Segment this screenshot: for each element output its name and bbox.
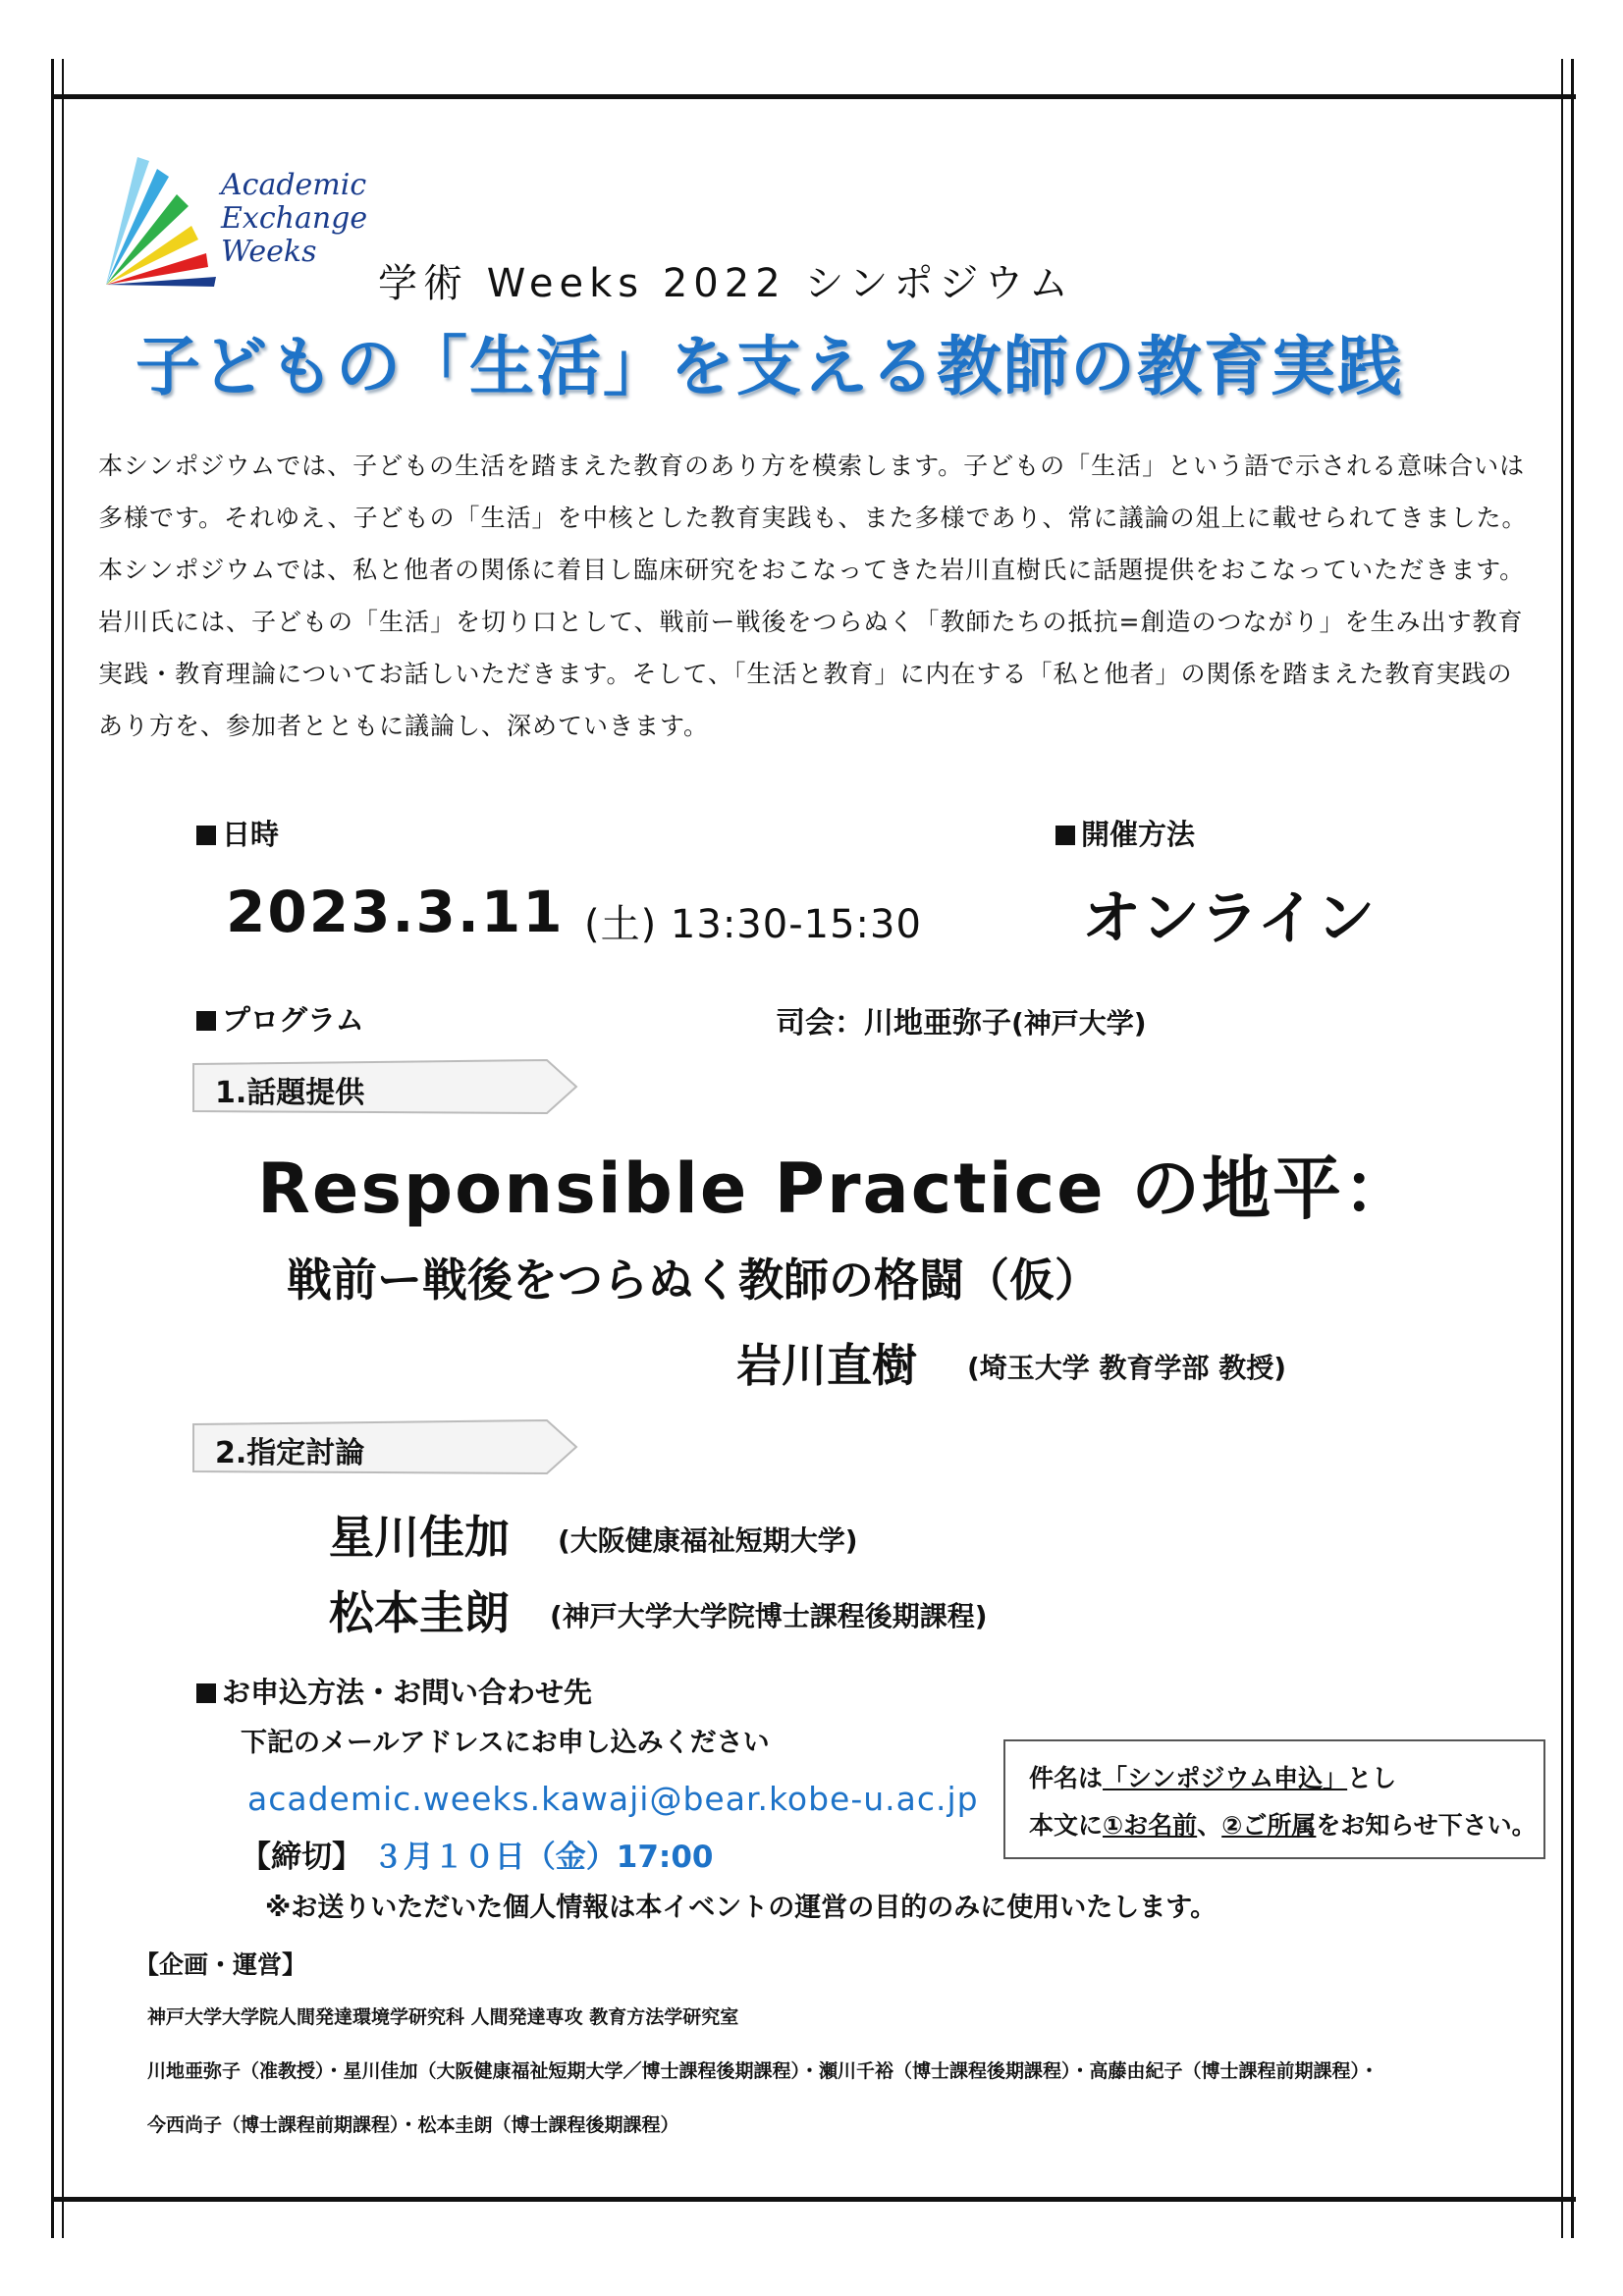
instruction-box <box>1003 1739 1545 1859</box>
logo-text <box>221 169 367 269</box>
logo-line: Weeks <box>221 235 317 269</box>
frame-top <box>54 94 1576 99</box>
talk-subtitle: 戦前ー戦後をつらぬく教師の格闘（仮） <box>287 1254 1100 1307</box>
frame-right-inner <box>1561 59 1563 2238</box>
program-tag-1 <box>191 1058 584 1115</box>
organizer-heading: 【企画・運営】 <box>135 1950 307 1979</box>
logo-rays-icon <box>98 147 236 294</box>
organizer-line: 神戸大学大学院人間発達環境学研究科 人間発達専攻 教育方法学研究室 <box>147 2006 739 2028</box>
apply-label: お申込方法・お問い合わせ先 <box>222 1676 593 1709</box>
logo-line: Academic <box>221 168 367 202</box>
event-subtitle: 学術 Weeks 2022 シンポジウム <box>378 261 1074 306</box>
instruction-name: ①お名前 <box>1103 1811 1198 1840</box>
frame-left-inner <box>62 59 64 2238</box>
logo-line: Exchange <box>221 201 368 236</box>
apply-instruction: 下記のメールアドレスにお申し込みください <box>241 1728 770 1758</box>
instruction-line-2 <box>1029 1806 1537 1842</box>
intro-paragraph: 本シンポジウムでは、子どもの生活を踏まえた教育のあり方を模索します。子どもの「生活」という語で示される意味合いは多様です。それゆえ、子どもの「生活」を中核とした教育実践も、また多様であり、常に議論の俎上に載せられてきました。本シンポジウムでは、私と他者の関係に着目し臨床研究をおこなってきた岩川直樹氏に話題提供をおこなっていただきます。岩川氏には、子どもの「生活」を切り口として、戦前ー戦後をつらぬく「教師たちの抵抗=創造のつながり」を生み出す教育実践・教育理論についてお話しいただきます。そして、「生活と教育」に内在する「私と他者」の関係を踏まえた教育実践のあり方を、参加者とともに議論し、深めていきます。 <box>98 452 1528 740</box>
chair <box>776 998 1147 1041</box>
program-tag-2-label: 2.指定討論 <box>215 1436 365 1470</box>
program-tag-1-label: 1.話題提供 <box>215 1076 365 1110</box>
event-date: 2023.3.11 <box>226 879 565 945</box>
discussant-affiliation: (大阪健康福祉短期大学) <box>558 1524 858 1557</box>
datetime-heading <box>196 813 279 853</box>
deadline-label: 【締切】 <box>241 1840 362 1875</box>
instruction-affiliation: ②ご所属 <box>1221 1811 1317 1840</box>
discussant-name: 星川佳加 <box>329 1511 510 1564</box>
method-label: 開催方法 <box>1081 818 1196 851</box>
talk-title: Responsible Practice の地平： <box>257 1148 1415 1229</box>
chair-name: 司会：川地亜弥子 <box>776 1006 1011 1041</box>
method-value: オンライン <box>1082 884 1376 953</box>
apply-heading <box>196 1671 592 1711</box>
square-bullet-icon <box>196 1683 216 1703</box>
instruction-text: 件名は <box>1029 1764 1104 1792</box>
program-heading <box>196 998 364 1039</box>
instruction-line-1 <box>1029 1759 1396 1794</box>
organizer-line: 今西尚子（博士課程前期課程）・松本圭朗（博士課程後期課程） <box>147 2114 679 2136</box>
deadline <box>241 1832 713 1876</box>
instruction-text: 、 <box>1197 1811 1222 1840</box>
discussant-name: 松本圭朗 <box>329 1586 510 1639</box>
frame-right-outer <box>1571 59 1574 2238</box>
frame-bottom <box>54 2197 1576 2202</box>
instruction-subject: 「シンポジウム申込」 <box>1103 1764 1348 1792</box>
square-bullet-icon <box>1055 826 1075 845</box>
page-title: 子どもの「生活」を支える教師の教育実践 <box>135 329 1404 404</box>
datetime-label: 日時 <box>222 818 280 851</box>
instruction-text: とし <box>1347 1764 1397 1792</box>
organizer-line: 川地亜弥子（准教授）・星川佳加（大阪健康福祉短期大学／博士課程後期課程）・瀬川千裕（博士課程後期課程）・高藤由紀子（博士課程前期課程）・ <box>147 2060 1380 2082</box>
square-bullet-icon <box>196 826 216 845</box>
square-bullet-icon <box>196 1011 216 1031</box>
program-label: プログラム <box>222 1003 364 1037</box>
instruction-text: をお知らせ下さい。 <box>1316 1811 1537 1840</box>
instruction-text: 本文に <box>1029 1811 1104 1840</box>
program-tag-2 <box>191 1418 584 1475</box>
discussant-affiliation: (神戸大学大学院博士課程後期課程) <box>550 1600 988 1632</box>
speaker-affiliation: (埼玉大学 教育学部 教授) <box>967 1352 1287 1384</box>
event-time: (土) 13:30-15:30 <box>584 902 922 947</box>
deadline-value: ３月１０日（金）17:00 <box>372 1840 714 1875</box>
frame-left-outer <box>51 59 54 2238</box>
contact-email[interactable]: academic.weeks.kawaji@bear.kobe-u.ac.jp <box>247 1780 979 1818</box>
privacy-note: ※お送りいただいた個人情報は本イベントの運営の目的のみに使用いたします。 <box>265 1893 1217 1923</box>
chair-affiliation: (神戸大学) <box>1011 1007 1147 1040</box>
speaker-name: 岩川直樹 <box>736 1339 917 1392</box>
method-heading <box>1055 813 1195 853</box>
